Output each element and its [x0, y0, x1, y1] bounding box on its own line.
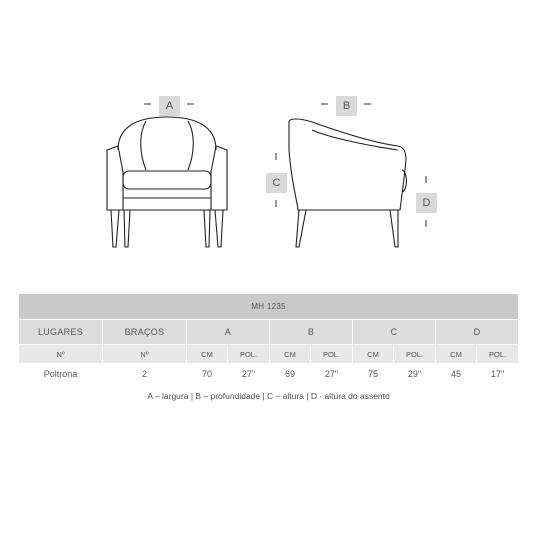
- table-header-row: [19, 320, 519, 345]
- dimension-label-b: B: [336, 96, 357, 116]
- unit-cell: POL.: [477, 345, 519, 364]
- header-bracos: BRAÇOS: [103, 320, 187, 345]
- unit-cell: Nº: [103, 345, 187, 364]
- data-cell: 17": [477, 364, 519, 385]
- data-cell: 27": [228, 364, 270, 385]
- dimension-label-c: C: [266, 173, 287, 193]
- unit-cell: POL.: [394, 345, 436, 364]
- table-row: [19, 364, 519, 385]
- table-unit-row: [19, 345, 519, 364]
- data-cell: 29": [394, 364, 436, 385]
- data-cell: Poltrona: [19, 364, 103, 385]
- unit-cell: Nº: [19, 345, 103, 364]
- unit-cell: CM: [270, 345, 311, 364]
- dimension-label-d: D: [416, 193, 437, 213]
- unit-cell: CM: [436, 345, 477, 364]
- data-cell: 2: [103, 364, 187, 385]
- armchair-side-view: [289, 119, 407, 247]
- dimension-legend: A – largura | B – profundidade | C – altura | D - altura do assento: [19, 385, 519, 407]
- model-title: MH 1235: [19, 294, 519, 320]
- data-cell: 45: [436, 364, 477, 385]
- header-d: D: [436, 320, 519, 345]
- dimension-markers: [144, 104, 426, 227]
- table-title-row: [19, 294, 519, 320]
- spec-table: [18, 293, 519, 407]
- data-cell: 27": [311, 364, 353, 385]
- unit-cell: CM: [187, 345, 228, 364]
- armchair-front-view: [107, 117, 227, 247]
- data-cell: 75: [353, 364, 394, 385]
- unit-cell: CM: [353, 345, 394, 364]
- unit-cell: POL.: [311, 345, 353, 364]
- header-lugares: LUGARES: [19, 320, 103, 345]
- data-cell: 69: [270, 364, 311, 385]
- table-legend-row: [19, 385, 519, 407]
- data-cell: 70: [187, 364, 228, 385]
- header-b: B: [270, 320, 353, 345]
- header-c: C: [353, 320, 436, 345]
- unit-cell: POL.: [228, 345, 270, 364]
- dimension-label-a: A: [159, 96, 180, 116]
- header-a: A: [187, 320, 270, 345]
